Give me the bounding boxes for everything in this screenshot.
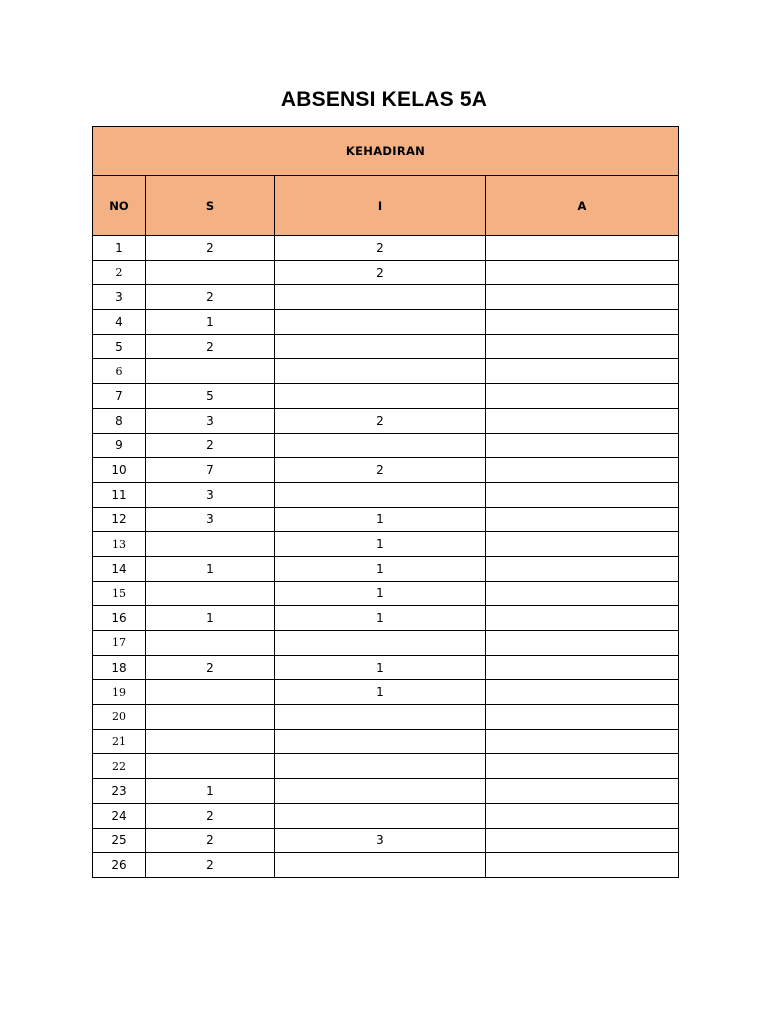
cell-s — [146, 260, 275, 285]
attendance-table — [92, 126, 679, 878]
cell-no: 16 — [93, 606, 146, 631]
cell-a — [486, 458, 679, 483]
table-row — [93, 507, 679, 532]
cell-i: 1 — [275, 680, 486, 705]
attendance-rows — [93, 236, 679, 878]
cell-a — [486, 606, 679, 631]
cell-i — [275, 705, 486, 730]
cell-no: 2 — [93, 260, 146, 285]
cell-a — [486, 828, 679, 853]
table-row — [93, 458, 679, 483]
cell-i — [275, 359, 486, 384]
cell-i: 1 — [275, 556, 486, 581]
cell-no: 26 — [93, 853, 146, 878]
cell-i: 2 — [275, 408, 486, 433]
cell-no: 13 — [93, 532, 146, 557]
cell-a — [486, 581, 679, 606]
cell-s: 1 — [146, 556, 275, 581]
table-row — [93, 285, 679, 310]
cell-no: 24 — [93, 803, 146, 828]
cell-s — [146, 754, 275, 779]
table-row — [93, 482, 679, 507]
column-header-i: I — [275, 176, 486, 236]
cell-a — [486, 803, 679, 828]
cell-no: 9 — [93, 433, 146, 458]
page-title: ABSENSI KELAS 5A — [280, 88, 488, 111]
cell-no: 1 — [93, 236, 146, 261]
cell-s — [146, 532, 275, 557]
table-row — [93, 384, 679, 409]
cell-s — [146, 581, 275, 606]
cell-a — [486, 729, 679, 754]
table-row — [93, 581, 679, 606]
cell-i: 2 — [275, 236, 486, 261]
cell-a — [486, 310, 679, 335]
cell-i: 1 — [275, 655, 486, 680]
cell-no: 21 — [93, 729, 146, 754]
cell-s: 7 — [146, 458, 275, 483]
banner-row — [93, 127, 679, 176]
cell-a — [486, 359, 679, 384]
attendance-banner: KEHADIRAN — [93, 127, 679, 176]
table-row — [93, 359, 679, 384]
table-row — [93, 754, 679, 779]
column-header-a: A — [486, 176, 679, 236]
cell-s: 2 — [146, 433, 275, 458]
cell-s: 2 — [146, 853, 275, 878]
cell-i — [275, 310, 486, 335]
cell-s: 2 — [146, 655, 275, 680]
cell-a — [486, 754, 679, 779]
cell-s: 3 — [146, 507, 275, 532]
table-row — [93, 828, 679, 853]
cell-no: 14 — [93, 556, 146, 581]
cell-s: 2 — [146, 285, 275, 310]
cell-a — [486, 260, 679, 285]
table-row — [93, 260, 679, 285]
cell-a — [486, 680, 679, 705]
cell-no: 7 — [93, 384, 146, 409]
cell-s: 2 — [146, 334, 275, 359]
cell-s: 2 — [146, 236, 275, 261]
table-row — [93, 532, 679, 557]
cell-i: 1 — [275, 581, 486, 606]
cell-a — [486, 631, 679, 656]
cell-a — [486, 507, 679, 532]
cell-i — [275, 384, 486, 409]
table-row — [93, 408, 679, 433]
cell-i — [275, 433, 486, 458]
column-header-row — [93, 176, 679, 236]
table-row — [93, 680, 679, 705]
cell-no: 6 — [93, 359, 146, 384]
table-row — [93, 631, 679, 656]
cell-s — [146, 631, 275, 656]
cell-i — [275, 779, 486, 804]
cell-s: 2 — [146, 803, 275, 828]
cell-i: 1 — [275, 507, 486, 532]
table-row — [93, 729, 679, 754]
table-row — [93, 803, 679, 828]
cell-no: 8 — [93, 408, 146, 433]
cell-no: 10 — [93, 458, 146, 483]
cell-s — [146, 705, 275, 730]
cell-no: 17 — [93, 631, 146, 656]
cell-a — [486, 556, 679, 581]
cell-i: 2 — [275, 260, 486, 285]
cell-i — [275, 803, 486, 828]
cell-i — [275, 631, 486, 656]
cell-s: 2 — [146, 828, 275, 853]
cell-s — [146, 729, 275, 754]
cell-i: 2 — [275, 458, 486, 483]
cell-s: 3 — [146, 408, 275, 433]
table-row — [93, 779, 679, 804]
cell-a — [486, 334, 679, 359]
cell-a — [486, 384, 679, 409]
table-row — [93, 606, 679, 631]
cell-no: 15 — [93, 581, 146, 606]
column-header-s: S — [146, 176, 275, 236]
cell-no: 12 — [93, 507, 146, 532]
table-row — [93, 853, 679, 878]
cell-no: 3 — [93, 285, 146, 310]
cell-s — [146, 680, 275, 705]
cell-a — [486, 433, 679, 458]
cell-i — [275, 285, 486, 310]
table-row — [93, 433, 679, 458]
cell-i — [275, 729, 486, 754]
cell-i — [275, 482, 486, 507]
column-header-no: NO — [93, 176, 146, 236]
cell-no: 5 — [93, 334, 146, 359]
cell-s — [146, 359, 275, 384]
cell-no: 19 — [93, 680, 146, 705]
cell-s: 3 — [146, 482, 275, 507]
cell-s: 1 — [146, 606, 275, 631]
cell-i: 1 — [275, 532, 486, 557]
cell-no: 20 — [93, 705, 146, 730]
cell-a — [486, 853, 679, 878]
cell-i: 3 — [275, 828, 486, 853]
cell-i — [275, 754, 486, 779]
cell-i: 1 — [275, 606, 486, 631]
cell-a — [486, 236, 679, 261]
cell-no: 23 — [93, 779, 146, 804]
table-row — [93, 310, 679, 335]
cell-no: 22 — [93, 754, 146, 779]
cell-i — [275, 853, 486, 878]
cell-i — [275, 334, 486, 359]
cell-s: 1 — [146, 310, 275, 335]
cell-a — [486, 532, 679, 557]
cell-a — [486, 705, 679, 730]
cell-no: 4 — [93, 310, 146, 335]
cell-no: 18 — [93, 655, 146, 680]
table-row — [93, 236, 679, 261]
cell-s: 5 — [146, 384, 275, 409]
cell-s: 1 — [146, 779, 275, 804]
table-row — [93, 334, 679, 359]
cell-a — [486, 655, 679, 680]
cell-a — [486, 482, 679, 507]
table-row — [93, 705, 679, 730]
table-row — [93, 556, 679, 581]
cell-no: 25 — [93, 828, 146, 853]
cell-a — [486, 408, 679, 433]
table-row — [93, 655, 679, 680]
cell-no: 11 — [93, 482, 146, 507]
cell-a — [486, 285, 679, 310]
cell-a — [486, 779, 679, 804]
